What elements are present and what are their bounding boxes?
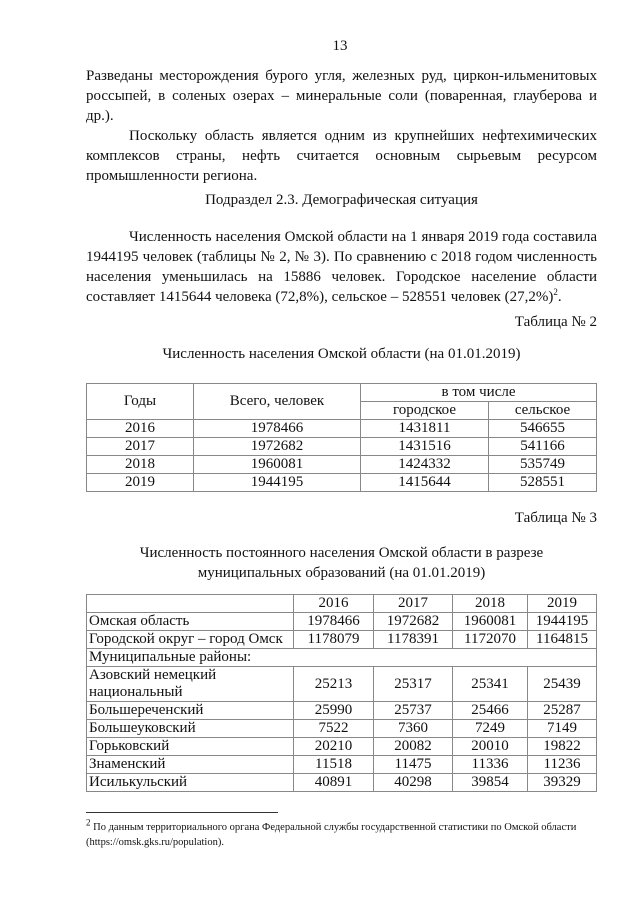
cell: 2019: [87, 474, 194, 492]
cell: 25287: [528, 702, 597, 720]
cell: 1415644: [361, 474, 489, 492]
footnote-separator: [86, 812, 278, 813]
cell: 25466: [453, 702, 528, 720]
text-line: населения уменьшилась на 15886 человек. Городское население области: [86, 269, 597, 285]
cell: 19822: [528, 738, 597, 756]
cell: Горьковский: [87, 738, 294, 756]
table-row: [87, 720, 597, 738]
cell: 535749: [489, 456, 597, 474]
header-urban: городское: [361, 402, 489, 420]
cell: 1424332: [361, 456, 489, 474]
cell: 546655: [489, 420, 597, 438]
table3-label: Таблица № 3: [514, 510, 597, 526]
footnote-number: 2: [86, 817, 91, 828]
cell: 25990: [294, 702, 374, 720]
cell: 1178391: [374, 631, 453, 649]
cell: 1944195: [528, 613, 597, 631]
table-row: [87, 438, 597, 456]
cell: Азовский немецкий национальный: [87, 667, 294, 702]
table-row: [87, 613, 597, 631]
cell: 1431516: [361, 438, 489, 456]
cell: 39329: [528, 774, 597, 792]
header-rural: сельское: [489, 402, 597, 420]
table-row: [87, 420, 597, 438]
text-line: 1944195 человек (таблицы № 2, № 3). По сравнению с 2018 годом численность: [86, 249, 597, 265]
text-line: промышленности региона.: [86, 168, 258, 184]
cell: 2017: [87, 438, 194, 456]
cell: Городской округ – город Омск: [87, 631, 294, 649]
cell: 7360: [374, 720, 453, 738]
cell: 1972682: [194, 438, 361, 456]
table-row: [87, 474, 597, 492]
text-line: Разведаны месторождения бурого угля, железных руд, циркон-ильменитовых: [86, 68, 597, 84]
cell: Исилькульский: [87, 774, 294, 792]
cell: 25737: [374, 702, 453, 720]
table-row: [87, 738, 597, 756]
cell: Большереченский: [87, 702, 294, 720]
cell: 1972682: [374, 613, 453, 631]
header-total: Всего, человек: [194, 384, 361, 420]
table3: [86, 594, 597, 792]
cell: 1178079: [294, 631, 374, 649]
section-row: [87, 649, 597, 667]
table2-label: Таблица № 2: [514, 314, 597, 330]
header-row: [87, 595, 597, 613]
cell: 541166: [489, 438, 597, 456]
footnote-text: По данным территориального органа Федеральной службы государственной статистики по Омской области: [93, 822, 577, 833]
section-heading: Подраздел 2.3. Демографическая ситуация: [205, 192, 478, 208]
cell: Большеуковский: [87, 720, 294, 738]
cell: 1978466: [294, 613, 374, 631]
table-row: [87, 756, 597, 774]
section-label: Муниципальные районы:: [87, 649, 597, 667]
paragraph-population: Численность населения Омской области на 1 января 2019 года составила 1944195 человек (таблицы № 2, № 3). По сравнению с 2018 годом численность населения уменьшилась на 15886 человек. Городское население области составляет 1415644 человека (72,8%), сельское – 528551 человек $(27,2\%)^2$.: [86, 229, 597, 305]
cell: 1164815: [528, 631, 597, 649]
cell: 1172070: [453, 631, 528, 649]
cell: Знаменский: [87, 756, 294, 774]
cell: 25341: [453, 667, 528, 702]
cell: 39854: [453, 774, 528, 792]
cell: 11336: [453, 756, 528, 774]
footnote-ref: 2: [553, 287, 558, 297]
cell: 20010: [453, 738, 528, 756]
cell: 40298: [374, 774, 453, 792]
text-line: Поскольку область является одним из крупнейших нефтехимических: [129, 128, 597, 144]
table2-title: Численность населения Омской области (на 01.01.2019): [162, 346, 521, 362]
cell: 2018: [453, 595, 528, 613]
table-row: [87, 702, 597, 720]
cell: 1431811: [361, 420, 489, 438]
header-including: в том числе: [361, 384, 597, 402]
cell: 11236: [528, 756, 597, 774]
cell: 7249: [453, 720, 528, 738]
title-line: муниципальных образований (на 01.01.2019): [197, 565, 486, 581]
cell: 2016: [294, 595, 374, 613]
cell: 528551: [489, 474, 597, 492]
cell: 40891: [294, 774, 374, 792]
text-line: комплексов страны, нефть считается основным сырьевым ресурсом: [86, 148, 597, 164]
text-line: Численность населения Омской области на 1 января 2019 года составила: [129, 229, 597, 245]
table3-title: [86, 543, 597, 583]
cell: 25439: [528, 667, 597, 702]
cell: Омская область: [87, 613, 294, 631]
cell: 25317: [374, 667, 453, 702]
table-row: [87, 667, 597, 702]
header-years: Годы: [87, 384, 194, 420]
cell: 7149: [528, 720, 597, 738]
text-line: др.).: [86, 108, 114, 124]
empty-cell: [87, 595, 294, 613]
paragraph-minerals: [86, 66, 597, 186]
text-line: россыпей, в соленых озерах – минеральные соли (поваренная, глауберова и: [86, 88, 597, 104]
table-row: [87, 456, 597, 474]
cell: 1960081: [453, 613, 528, 631]
footnote-source: (https://omsk.gks.ru/population).: [86, 837, 224, 848]
cell: 1978466: [194, 420, 361, 438]
table2: [86, 383, 597, 492]
table-row: [87, 774, 597, 792]
cell: 20210: [294, 738, 374, 756]
cell: 2017: [374, 595, 453, 613]
table-row: [87, 631, 597, 649]
page-number: 13: [332, 38, 348, 54]
cell: 11518: [294, 756, 374, 774]
cell: 1960081: [194, 456, 361, 474]
footnote: [86, 817, 616, 850]
cell: 2018: [87, 456, 194, 474]
title-line: Численность постоянного населения Омской области в разрезе: [139, 545, 544, 561]
cell: 1944195: [194, 474, 361, 492]
cell: 2019: [528, 595, 597, 613]
cell: 11475: [374, 756, 453, 774]
cell: 25213: [294, 667, 374, 702]
cell: 7522: [294, 720, 374, 738]
text-line: составляет 1415644 человека (72,8%), сельское – 528551 человек (27,2%): [86, 289, 554, 305]
cell: 20082: [374, 738, 453, 756]
cell: 2016: [87, 420, 194, 438]
